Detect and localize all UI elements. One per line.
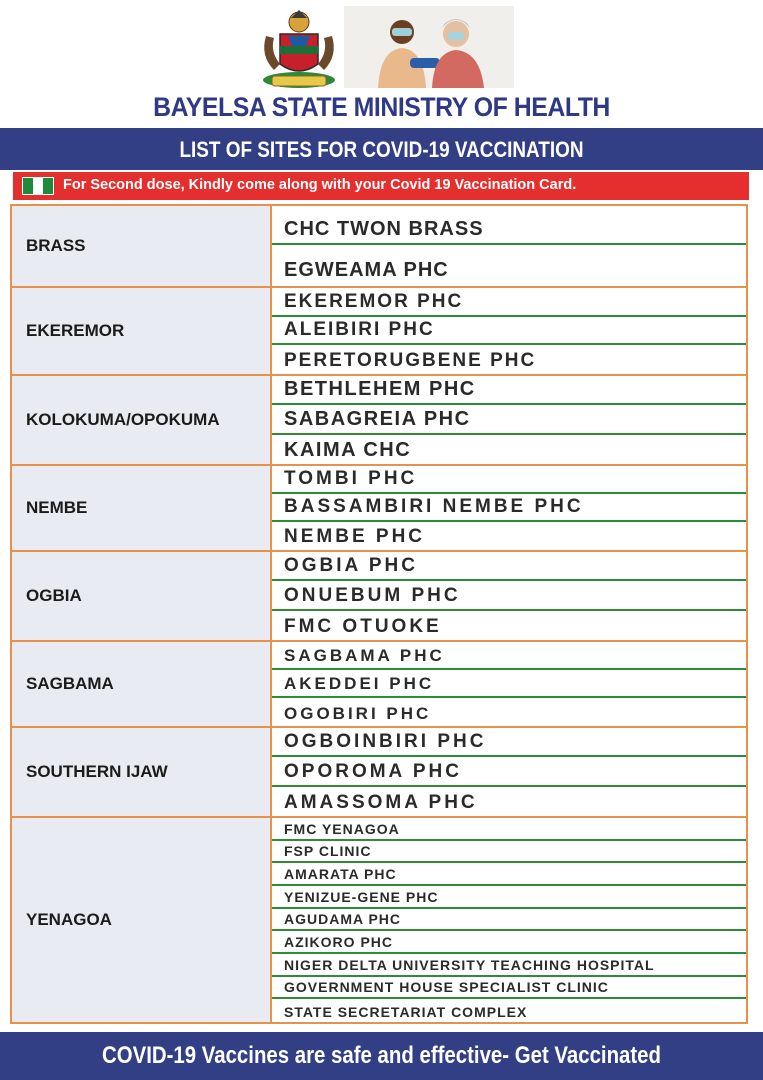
site-name: OPOROMA PHC [284,760,462,782]
lga-name: BRASS [26,236,86,255]
site-name: TOMBI PHC [284,468,418,489]
sites-cell [272,206,746,286]
site-name: YENIZUE-GENE PHC [284,888,439,905]
site-row [272,909,746,932]
site-row [272,999,746,1022]
site-name: ALEIBIRI PHC [284,319,435,341]
site-name: EKEREMOR PHC [284,290,464,312]
list-title: LIST OF SITES FOR COVID-19 VACCINATION [179,137,584,162]
lga-name: EKEREMOR [26,321,125,340]
lga-cell [12,206,270,286]
site-name: SABAGREIA PHC [284,407,471,430]
site-name: NEMBE PHC [284,526,426,547]
lga-cell [12,466,270,550]
site-row [272,954,746,977]
sites-cell [272,818,746,1022]
sites-cell [272,376,746,464]
site-row [272,698,746,726]
site-row [272,611,746,640]
site-row [272,288,746,317]
lga-name: SAGBAMA [26,674,114,693]
site-name: AKEDDEI PHC [284,674,435,693]
footer-tagline: COVID-19 Vaccines are safe and effective- Get Vaccinated [101,1042,662,1069]
site-row [272,317,746,346]
site-name: NIGER DELTA UNIVERSITY TEACHING HOSPITAL [284,956,655,973]
lga-cell [12,376,270,464]
site-name: KAIMA CHC [284,438,412,461]
lga-group [12,286,746,374]
site-row [272,245,746,284]
site-row [272,206,746,245]
site-name: EGWEAMA PHC [284,259,449,281]
site-name: FMC OTUOKE [284,615,442,637]
lga-cell [12,288,270,374]
site-name: AMARATA PHC [284,865,397,882]
lga-group [12,550,746,640]
site-name: OGOBIRI PHC [284,704,432,723]
lga-group [12,206,746,286]
site-row [272,466,746,494]
site-row [272,552,746,581]
lga-cell [12,818,270,1022]
site-name: STATE SECRETARIAT COMPLEX [284,1003,528,1020]
site-row [272,581,746,610]
site-name: FSP CLINIC [284,843,372,860]
site-row [272,818,746,841]
site-name: SAGBAMA PHC [284,646,445,665]
site-name: PERETORUGBENE PHC [284,349,537,371]
lga-name: OGBIA [26,586,82,605]
sites-cell [272,552,746,640]
lga-group [12,726,746,816]
lga-cell [12,552,270,640]
lga-name: SOUTHERN IJAW [26,762,168,781]
lga-group [12,816,746,1022]
site-row [272,977,746,1000]
vaccination-sites-table [10,204,748,1024]
vaccination-illustration [344,6,514,88]
site-row [272,670,746,698]
site-row [272,841,746,864]
site-name: FMC YENAGOA [284,820,400,837]
site-name: ONUEBUM PHC [284,584,461,606]
notice-text: For Second dose, Kindly come along with your Covid 19 Vaccination Card. [63,177,577,193]
site-row [272,886,746,909]
site-row [272,642,746,670]
lga-cell [12,642,270,726]
site-row [272,863,746,886]
site-name: BASSAMBIRI NEMBE PHC [284,496,584,517]
site-row [272,931,746,954]
site-row [272,494,746,522]
lga-group [12,464,746,550]
site-row [272,757,746,786]
site-name: AMASSOMA PHC [284,791,478,813]
site-name: GOVERNMENT HOUSE SPECIALIST CLINIC [284,979,609,996]
sites-cell [272,466,746,550]
lga-cell [12,728,270,816]
coat-of-arms-logo [258,6,340,90]
site-row [272,787,746,816]
sites-cell [272,642,746,726]
lga-name: YENAGOA [26,910,112,929]
site-name: AGUDAMA PHC [284,911,402,928]
site-row [272,405,746,434]
site-name: AZIKORO PHC [284,933,393,950]
site-row [272,435,746,464]
site-row [272,522,746,550]
lga-name: KOLOKUMA/OPOKUMA [26,410,220,429]
site-row [272,728,746,757]
site-row [272,345,746,374]
lga-group [12,640,746,726]
notice-banner [13,172,749,200]
site-row [272,376,746,405]
nigerian-flag-icon [22,177,54,195]
site-name: OGBIA PHC [284,555,418,577]
site-name: CHC TWON BRASS [284,218,484,240]
sites-cell [272,288,746,374]
site-name: OGBOINBIRI PHC [284,731,487,753]
lga-name: NEMBE [26,498,88,517]
title-banner [0,128,763,170]
lga-group [12,374,746,464]
footer-banner [0,1032,763,1080]
site-name: BETHLEHEM PHC [284,378,476,401]
ministry-title: BAYELSA STATE MINISTRY OF HEALTH [153,92,610,122]
sites-cell [272,728,746,816]
